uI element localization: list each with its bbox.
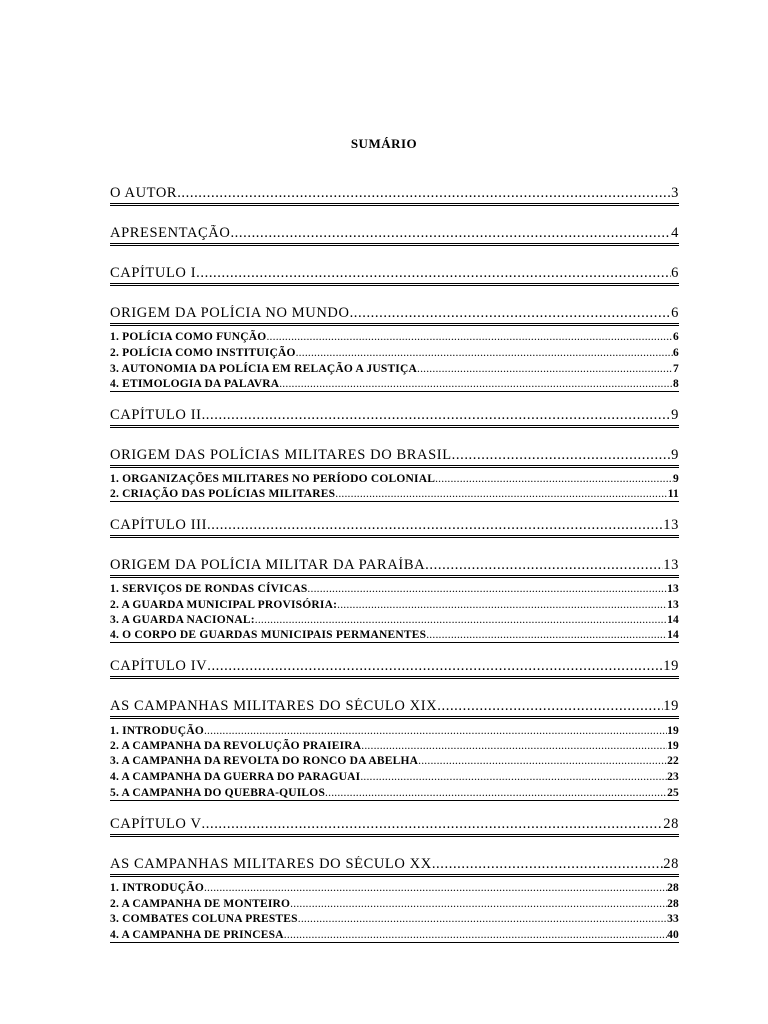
toc-subsection-entry[interactable]: [110, 487, 679, 502]
toc-page-number: 13: [667, 599, 679, 611]
toc-entry-label: 1. ORGANIZAÇÕES MILITARES NO PERÍODO COLONIAL: [110, 473, 436, 485]
toc-page-number: 19: [667, 740, 679, 752]
toc-page-number: 11: [667, 488, 679, 500]
toc-page-number: 19: [663, 658, 679, 674]
toc-dot-leader: [207, 517, 663, 534]
toc-subsection-entry[interactable]: [110, 628, 679, 643]
toc-page-number: 8: [673, 378, 679, 390]
toc-section-entry[interactable]: [110, 698, 679, 719]
toc-dot-leader: [418, 754, 667, 768]
toc-dot-leader: [290, 897, 667, 911]
toc-entry-label: CAPÍTULO I: [110, 265, 197, 281]
toc-section-entry[interactable]: [110, 557, 679, 578]
toc-section-entry[interactable]: [110, 658, 679, 679]
toc-page-number: 9: [671, 447, 679, 463]
toc-subsection-entry[interactable]: [110, 582, 679, 596]
toc-section-entry[interactable]: [110, 856, 679, 877]
toc-entry-label: AS CAMPANHAS MILITARES DO SÉCULO XIX: [110, 698, 438, 714]
toc-entry-label: 1. POLÍCIA COMO FUNÇÃO: [110, 331, 267, 343]
toc-dot-leader: [307, 582, 667, 596]
toc-entry-label: 4. O CORPO DE GUARDAS MUNICIPAIS PERMANENTES: [110, 629, 427, 641]
toc-entry-label: 2. A GUARDA MUNICIPAL PROVISÓRIA:: [110, 599, 338, 611]
toc-page-number: 19: [667, 725, 679, 737]
toc-entry-label: AS CAMPANHAS MILITARES DO SÉCULO XX: [110, 856, 432, 872]
toc-dot-leader: [255, 613, 667, 627]
toc-section-entry[interactable]: [110, 305, 679, 326]
toc-entry-label: CAPÍTULO II: [110, 407, 202, 423]
toc-entry-label: CAPÍTULO V: [110, 816, 202, 832]
toc-entry-label: 1. INTRODUÇÃO: [110, 725, 204, 737]
toc-entry-label: 5. A CAMPANHA DO QUEBRA-QUILOS: [110, 787, 326, 799]
toc-dot-leader: [202, 407, 672, 424]
toc-page-number: 7: [673, 363, 679, 375]
toc-subsection-entry[interactable]: [110, 362, 679, 376]
toc-page-number: 25: [667, 787, 679, 799]
toc-dot-leader: [360, 770, 667, 784]
toc-dot-leader: [298, 912, 667, 926]
toc-dot-leader: [425, 557, 663, 574]
toc-dot-leader: [296, 346, 673, 360]
toc-dot-leader: [284, 928, 667, 942]
toc-dot-leader: [177, 185, 671, 202]
toc-subsection-entry[interactable]: [110, 613, 679, 627]
toc-dot-leader: [437, 698, 663, 715]
toc-dot-leader: [230, 225, 671, 242]
toc-section-entry[interactable]: [110, 816, 679, 837]
toc-page-number: 28: [663, 816, 679, 832]
toc-entry-label: 2. CRIAÇÃO DAS POLÍCIAS MILITARES: [110, 488, 336, 500]
toc-entry-label: 1. INTRODUÇÃO: [110, 882, 204, 894]
toc-dot-leader: [266, 330, 673, 344]
toc-section-entry[interactable]: [110, 407, 679, 428]
toc-entry-label: O AUTOR: [110, 185, 178, 201]
toc-subsection-entry[interactable]: [110, 912, 679, 926]
toc-dot-leader: [435, 472, 673, 486]
toc-page-number: 28: [667, 882, 679, 894]
toc-section-entry[interactable]: [110, 447, 679, 468]
toc-page-number: 19: [663, 698, 679, 714]
toc-entry-label: 3. COMBATES COLUNA PRESTES: [110, 913, 298, 925]
toc-subsection-entry[interactable]: [110, 724, 679, 738]
toc-dot-leader: [337, 598, 667, 612]
toc-subsection-entry[interactable]: [110, 786, 679, 801]
toc-entry-label: CAPÍTULO IV: [110, 658, 208, 674]
toc-dot-leader: [417, 362, 673, 376]
toc-dot-leader: [426, 628, 667, 642]
toc-section-entry[interactable]: [110, 265, 679, 286]
toc-dot-leader: [196, 265, 671, 282]
toc-entry-label: 2. A CAMPANHA DE MONTEIRO: [110, 898, 291, 910]
toc-dot-leader: [204, 724, 667, 738]
toc-page-number: 6: [671, 265, 679, 281]
toc-entry-label: 4. A CAMPANHA DA GUERRA DO PARAGUAI: [110, 771, 361, 783]
toc-page-number: 9: [673, 473, 679, 485]
toc-page-number: 9: [671, 407, 679, 423]
toc-subsection-entry[interactable]: [110, 928, 679, 943]
toc-page-number: 6: [673, 347, 679, 359]
toc-dot-leader: [432, 856, 663, 873]
toc-dot-leader: [325, 786, 667, 800]
toc-entry-label: 2. POLÍCIA COMO INSTITUIÇÃO: [110, 347, 296, 359]
toc-page-number: 3: [671, 185, 679, 201]
toc-subsection-entry[interactable]: [110, 472, 679, 486]
toc-page-number: 22: [667, 755, 679, 767]
toc-entry-label: ORIGEM DA POLÍCIA MILITAR DA PARAÍBA: [110, 557, 426, 573]
toc-entry-label: 2. A CAMPANHA DA REVOLUÇÃO PRAIEIRA: [110, 740, 362, 752]
toc-dot-leader: [361, 739, 667, 753]
toc-page-number: 13: [663, 517, 679, 533]
toc-dot-leader: [335, 487, 667, 501]
toc-section-entry[interactable]: [110, 185, 679, 206]
toc-entry-label: 4. A CAMPANHA DE PRINCESA: [110, 929, 284, 941]
toc-page-number: 28: [667, 898, 679, 910]
toc-section-entry[interactable]: [110, 517, 679, 538]
toc-entry-label: ORIGEM DA POLÍCIA NO MUNDO: [110, 305, 350, 321]
toc-subsection-entry[interactable]: [110, 897, 679, 911]
toc-section-entry[interactable]: [110, 225, 679, 246]
toc-dot-leader: [279, 377, 673, 391]
toc-dot-leader: [202, 816, 664, 833]
toc-page-number: 14: [667, 614, 679, 626]
toc-entry-label: 1. SERVIÇOS DE RONDAS CÍVICAS: [110, 583, 308, 595]
toc-subsection-entry[interactable]: [110, 377, 679, 392]
toc-dot-leader: [204, 881, 667, 895]
toc-page-number: 33: [667, 913, 679, 925]
toc-entry-label: CAPÍTULO III: [110, 517, 208, 533]
toc-subsection-entry[interactable]: [110, 598, 679, 612]
toc-subsection-entry[interactable]: [110, 754, 679, 768]
page-title: SUMÁRIO: [350, 136, 418, 151]
toc-subsection-entry[interactable]: [110, 330, 679, 344]
toc-page-number: 4: [671, 225, 679, 241]
toc-entry-label: 3. AUTONOMIA DA POLÍCIA EM RELAÇÃO A JUSTIÇA: [110, 363, 417, 375]
toc-page-number: 23: [667, 771, 679, 783]
toc-entry-label: ORIGEM DAS POLÍCIAS MILITARES DO BRASIL: [110, 447, 452, 463]
toc-subsection-entry[interactable]: [110, 881, 679, 895]
toc-page-number: 6: [673, 331, 679, 343]
toc-entry-label: 4. ETIMOLOGIA DA PALAVRA: [110, 378, 280, 390]
toc-entry-label: 3. A CAMPANHA DA REVOLTA DO RONCO DA ABELHA: [110, 755, 419, 767]
toc-subsection-entry[interactable]: [110, 346, 679, 360]
toc-page-number: 13: [663, 557, 679, 573]
toc-page-number: 40: [667, 929, 679, 941]
toc-entry-label: 3. A GUARDA NACIONAL:: [110, 614, 255, 626]
toc-subsection-entry[interactable]: [110, 739, 679, 753]
toc-page-number: 28: [663, 856, 679, 872]
toc-page-number: 6: [671, 305, 679, 321]
toc-entry-label: APRESENTAÇÃO: [110, 225, 231, 241]
toc-dot-leader: [452, 447, 671, 464]
toc-dot-leader: [207, 658, 663, 675]
toc-dot-leader: [350, 305, 672, 322]
toc-page-number: 13: [667, 583, 679, 595]
toc-page-number: 14: [667, 629, 679, 641]
toc-subsection-entry[interactable]: [110, 770, 679, 784]
